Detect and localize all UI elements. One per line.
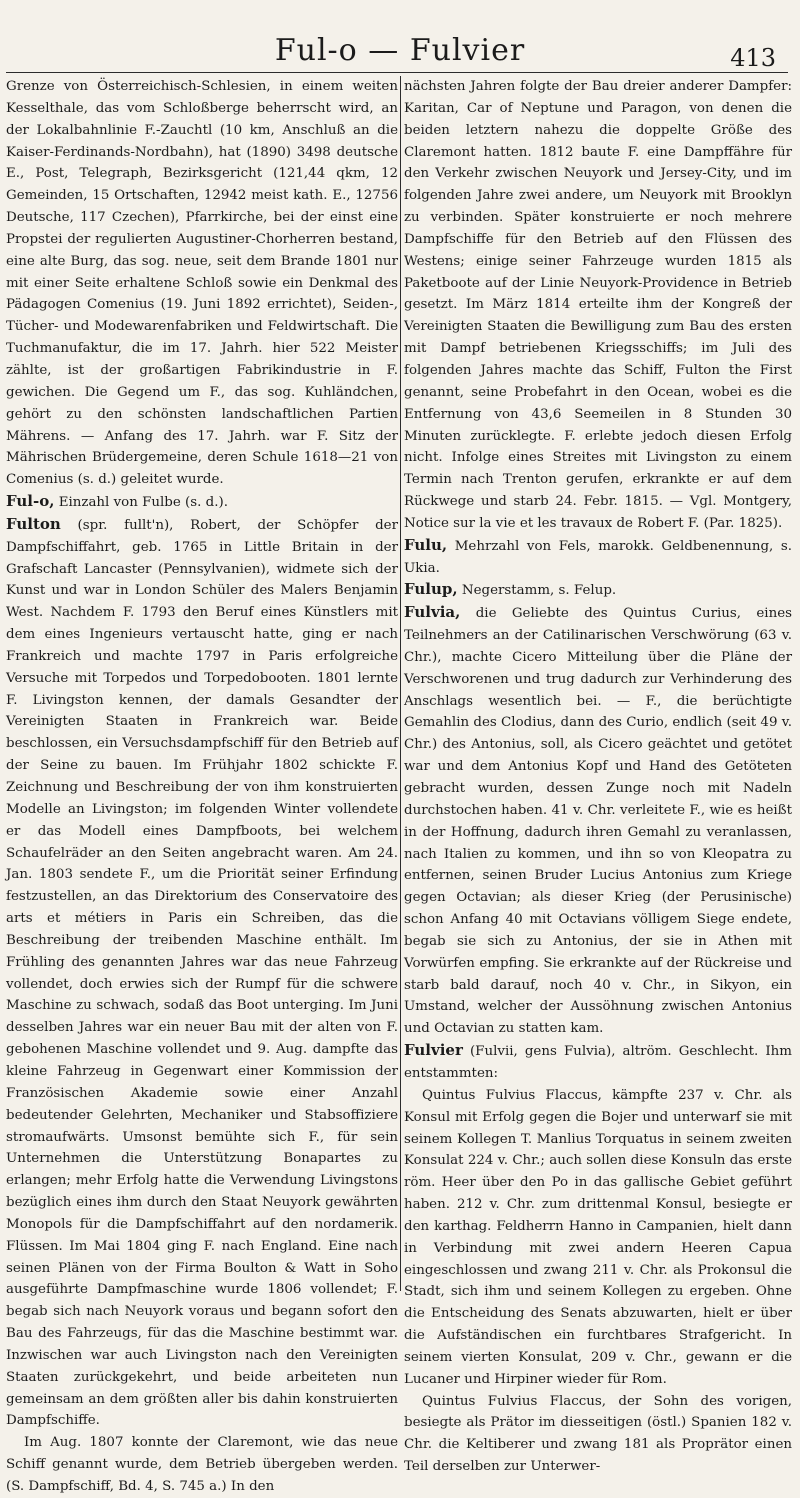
- entry-text: Im Aug. 1807 konnte der Claremont, wie das neue Schiff genannt wurde, dem Betrieb übergeben werden. (S. Dampfschiff, Bd. 4, S. 745 a.) In den: [6, 1435, 398, 1494]
- column-divider: [400, 76, 401, 1291]
- entry-lemma: Fulton: [6, 514, 61, 533]
- entry-lemma: Fulvier: [404, 1041, 463, 1060]
- entry-text: Quintus Fulvius Flaccus, kämpfte 237 v. Chr. als Konsul mit Erfolg gegen die Bojer und unterwarf sie mit seinem Kollegen T. Manlius Torquatus in seinem zweiten Konsulat 224 v. Chr.; auch sollen diese Konsuln das erste röm. Heer über den Po in das gallische Gebiet geführt haben. 212 v. Chr. zum drittenmal Konsul, besiegte er den karthag. Feldherrn Hanno in Campanien, hielt dann in Verbindung mit zwei andern Heeren Capua eingeschlossen und zwang 211 v. Chr. als Prokonsul die Stadt, sich ihm und seinem Kollegen zu ergeben. Ohne die Entscheidung des Senats abzuwarten, hielt er über die Aufständischen ein furchtbares Strafgericht. In seinem vierten Konsulat, 209 v. Chr., gewann er die Lucaner und Hirpiner wieder für Rom.: [404, 1087, 792, 1387]
- entry-text: nächsten Jahren folgte der Bau dreier anderer Dampfer: Karitan, Car of Neptune und Paragon, von denen die beiden letztern nahezu die doppelte Größe des Claremont hatten. 1812 baute F. eine Dampffähre für den Verkehr zwischen Neuyork und Jersey-City, und im folgenden Jahre zwei andere, um Neuyork mit Brooklyn zu verbinden. Später konstruierte er noch mehrere Dampfschiffe für den Betrieb auf den Flüssen des Westens; einige seiner Fahrzeuge wurden 1815 als Paketboote auf der Linie Neuyork-Providence in Betrieb gesetzt. Im März 1814 erteilte ihm der Kongreß der Vereinigten Staaten die Bewilligung zum Bau des ersten mit Dampf betriebenen Kriegsschiffs; im Juli des folgenden Jahres machte das Schiff, Fulton the First genannt, seine Probefahrt in den Ocean, wobei es die Entfernung von 43,6 Seemeilen in 8 Stunden 30 Minuten zurücklegte. F. erlebte jedoch diesen Erfolg nicht. Infolge eines Streites mit Livingston zu einem Termin nach Trenton gerufen, erkrankte er auf dem Rückwege und starb 24. Febr. 1815. — Vgl. Montgery, Notice sur la vie et les travaux de Robert F. (Par. 1825).: [404, 79, 792, 531]
- entry-paragraph: [6, 491, 398, 514]
- entry-lemma: Ful-o,: [6, 492, 55, 511]
- entry-paragraph: [404, 579, 792, 602]
- entry-paragraph: [404, 535, 792, 580]
- entry-lemma: Fulup,: [404, 580, 458, 599]
- entry-text: (spr. fullt'n), Robert, der Schöpfer der Dampfschiffahrt, geb. 1765 in Little Britain in der Grafschaft Lancaster (Pennsylvanien), widmete sich der Kunst und war in London Schüler des Malers Benjamin West. Nachdem F. 1793 den Beruf eines Künstlers mit dem eines Ingenieurs vertauscht hatte, ging er nach Frankreich und machte 1797 in Paris erfolgreiche Versuche mit Torpedos und Torpedobooten. 1801 lernte F. Livingston kennen, der damals Gesandter der Vereinigten Staaten in Frankreich war. Beide beschlossen, ein Versuchsdampfschiff für den Betrieb auf der Seine zu bauen. Im Frühjahr 1802 schickte F. Zeichnung und Beschreibung der von ihm konstruierten Modelle an Livingston; im folgenden Winter vollendete er das Modell eines Dampfboots, bei welchem Schaufelräder an den Seiten angebracht waren. Am 24. Jan. 1803 sendete F., um die Priorität seiner Erfindung festzustellen, an das Direktorium des Conservatoire des arts et métiers in Paris ein Schreiben, das die Beschreibung der treibenden Maschine enthält. Im Frühling des genannten Jahres war das neue Fahrzeug vollendet, doch erwies sich der Rumpf für die schwere Maschine zu schwach, sodaß das Boot unterging. Im Juni desselben Jahres war ein neuer Bau mit der alten von F. gebohenen Maschine vollendet und 9. Aug. dampfte das kleine Fahrzeug in Gegenwart einer Kommission der Französischen Akademie sowie einer Anzahl bedeutender Gelehrten, Mechaniker und Stabsoffiziere stromaufwärts. Umsonst bemühte sich F., für sein Unternehmen die Unterstützung Bonapartes zu erlangen; mehr Erfolg hatte die Verwendung Livingstons bezüglich eines ihm durch den Staat Neuyork gewährten Monopols für die Dampfschiffahrt auf den nordamerik. Flüssen. Im Mai 1804 ging F. nach England. Eine nach seinen Plänen von der Firma Boulton & Watt in Soho ausgeführte Dampfmaschine wurde 1806 vollendet; F. begab sich nach Neuyork voraus und begann sofort den Bau des Fahrzeugs, für das die Maschine bestimmt war. Inzwischen war auch Livingston nach den Vereinigten Staaten zurückgekehrt, und beide arbeiteten nun gemeinsam an dem größten aller bis dahin konstruierten Dampfschiffe.: [6, 517, 398, 1429]
- entry-text: Einzahl von Fulbe (s. d.).: [54, 495, 228, 511]
- entry-text: die Geliebte des Quintus Curius, eines Teilnehmers an der Catilinarischen Verschwörung (63 v. Chr.), machte Cicero Mitteilung über die Pläne der Verschworenen und trug dadurch zur Verhinderung des Anschlags wesentlich bei. — F., die berüchtigte Gemahlin des Clodius, dann des Curio, endlich (seit 49 v. Chr.) des Antonius, soll, als Cicero geächtet und getötet war und dem Antonius Kopf und Hand des Getöteten gebracht wurden, dessen Zunge noch mit Nadeln durchstochen haben. 41 v. Chr. verleitete F., wie es heißt in der Hoffnung, dadurch ihren Gemahl zu veranlassen, nach Italien zu kommen, und ihn so von Kleopatra zu entfernen, seinen Bruder Lucius Antonius zum Kriege gegen Octavian; als dieser Krieg (der Perusinische) schon Anfang 40 mit Octavians völligem Siege endete, begab sie sich zu Antonius, der sie in Athen mit Vorwürfen empfing. Sie erkrankte auf der Rückreise und starb bald darauf, noch 40 v. Chr., in Sikyon, ein Umstand, welcher der Aussöhnung zwischen Antonius und Octavian zu statten kam.: [404, 606, 792, 1037]
- entry-lemma: Fulvia,: [404, 603, 461, 622]
- entry-paragraph: [404, 602, 792, 1040]
- page-number: 413: [730, 44, 776, 72]
- entry-paragraph: [6, 514, 398, 1432]
- header-rule: [6, 72, 788, 73]
- entry-paragraph: [404, 1040, 792, 1085]
- entry-paragraph: [404, 1085, 792, 1391]
- entry-text: Quintus Fulvius Flaccus, der Sohn des vorigen, besiegte als Prätor im diesseitigen (östl.) Spanien 182 v. Chr. die Keltiberer und zwang 181 als Proprätor einen Teil derselben zur Unterwer-: [404, 1393, 792, 1475]
- entry-text: Mehrzahl von Fels, marokk. Geldbenennung, s. Ukia.: [404, 538, 792, 576]
- right-column: [404, 76, 792, 1475]
- entry-text: (Fulvii, gens Fulvia), altröm. Geschlecht. Ihm entstammten:: [404, 1044, 792, 1081]
- entry-paragraph: [6, 1432, 398, 1498]
- entry-lemma: Fulu,: [404, 535, 448, 554]
- left-column: [6, 76, 398, 1494]
- entry-text: Negerstamm, s. Felup.: [457, 583, 617, 599]
- entry-paragraph: [6, 76, 398, 491]
- page-header: [0, 0, 800, 70]
- entry-paragraph: [404, 1391, 792, 1478]
- running-head: Ful-o — Fulvier: [274, 33, 526, 68]
- entry-paragraph: [404, 76, 792, 535]
- entry-text: Grenze von Österreichisch-Schlesien, in einem weiten Kesselthale, das vom Schloßberge beherrscht wird, an der Lokalbahnlinie F.-Zauchtl (10 km, Anschluß an die Kaiser-Ferdinands-Nordbahn), hat (1890) 3498 deutsche E., Post, Telegraph, Bezirksgericht (121,44 qkm, 12 Gemeinden, 15 Ortschaften, 12942 meist kath. E., 12756 Deutsche, 117 Czechen), Pfarrkirche, bei der einst eine Propstei der regulierten Augustiner-Chorherren bestand, eine alte Burg, das sog. neue, seit dem Brande 1801 nur mit einer Seite erhaltene Schloß sowie ein Denkmal des Pädagogen Comenius (19. Juni 1892 errichtet), Seiden-, Tücher- und Modewarenfabriken und Feldwirtschaft. Die Tuchmanufaktur, die im 17. Jahrh. hier 522 Meister zählte, ist der großartigen Fabrikindustrie in F. gewichen. Die Gegend um F., das sog. Kuhländchen, gehört zu den schönsten landschaftlichen Partien Mährens. — Anfang des 17. Jahrh. war F. Sitz der Mährischen Brüdergemeine, deren Schule 1618—21 von Comenius (s. d.) geleitet wurde.: [6, 79, 398, 488]
